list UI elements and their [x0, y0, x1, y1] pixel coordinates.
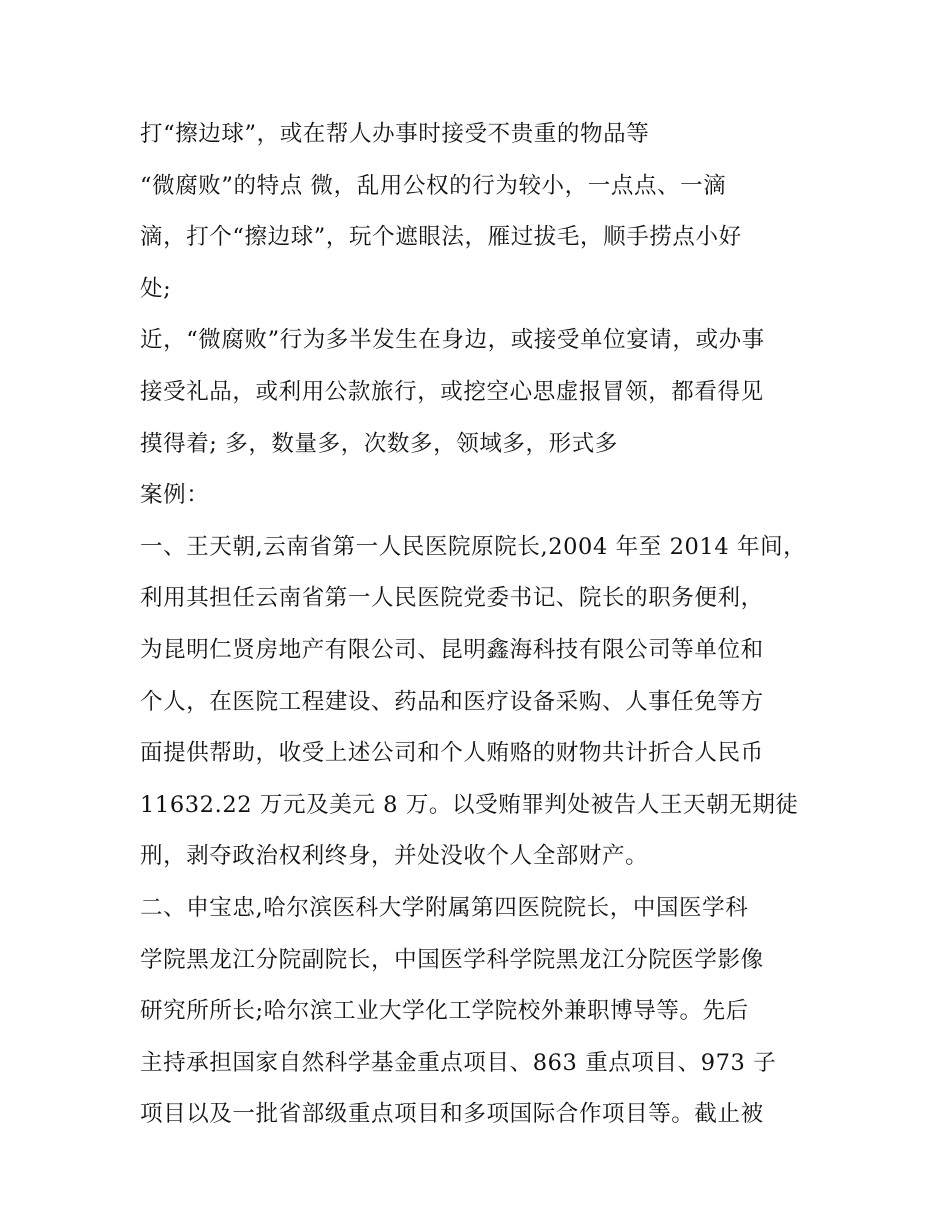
text-line: 利用其担任云南省第一人民医院党委书记、院长的职务便利， [140, 585, 764, 612]
text-line: 主持承担国家自然科学基金重点项目、863 重点项目、973 子 [140, 1049, 777, 1076]
document-body [140, 109, 820, 1141]
text-line: 二、申宝忠,哈尔滨医科大学附属第四医院院长，中国医学科 [140, 894, 749, 921]
section-heading: 案例： [140, 482, 210, 509]
text-line: 一、王天朝,云南省第一人民医院原院长,2004 年至 2014 年间， [140, 533, 807, 560]
text-line: 刑，剥夺政治权利终身，并处没收个人全部财产。 [140, 843, 649, 870]
text-line: 研究所所长;哈尔滨工业大学化工学院校外兼职博导等。先后 [140, 998, 749, 1025]
text-line: 学院黑龙江分院副院长，中国医学科学院黑龙江分院医学影像 [140, 946, 764, 973]
text-line: 面提供帮助，收受上述公司和个人贿赂的财物共计折合人民币 [140, 740, 764, 767]
text-line: 个人，在医院工程建设、药品和医疗设备采购、人事任免等方 [140, 688, 764, 715]
text-line: 接受礼品，或利用公款旅行，或挖空心思虚报冒领，都看得见 [140, 378, 764, 405]
text-line: 处; [140, 275, 172, 302]
text-line: 打“擦边球”，或在帮人办事时接受不贵重的物品等 [140, 121, 650, 147]
text-line: 项目以及一批省部级重点项目和多项国际合作项目等。截止被 [140, 1101, 764, 1128]
text-line: 近，“微腐败”行为多半发生在身边，或接受单位宴请，或办事 [140, 327, 765, 354]
text-line: “微腐败”的特点 微，乱用公权的行为较小，一点点、一滴 [140, 172, 727, 199]
text-line: 滴，打个“擦边球”，玩个遮眼法，雁过拔毛，顺手捞点小好 [140, 224, 742, 251]
text-line: 摸得着; 多，数量多，次数多，领域多，形式多 [140, 430, 618, 457]
text-line: 为昆明仁贤房地产有限公司、昆明鑫海科技有限公司等单位和 [140, 636, 764, 663]
text-line: 11632.22 万元及美元 8 万。以受贿罪判处被告人王天朝无期徒 [140, 791, 799, 818]
